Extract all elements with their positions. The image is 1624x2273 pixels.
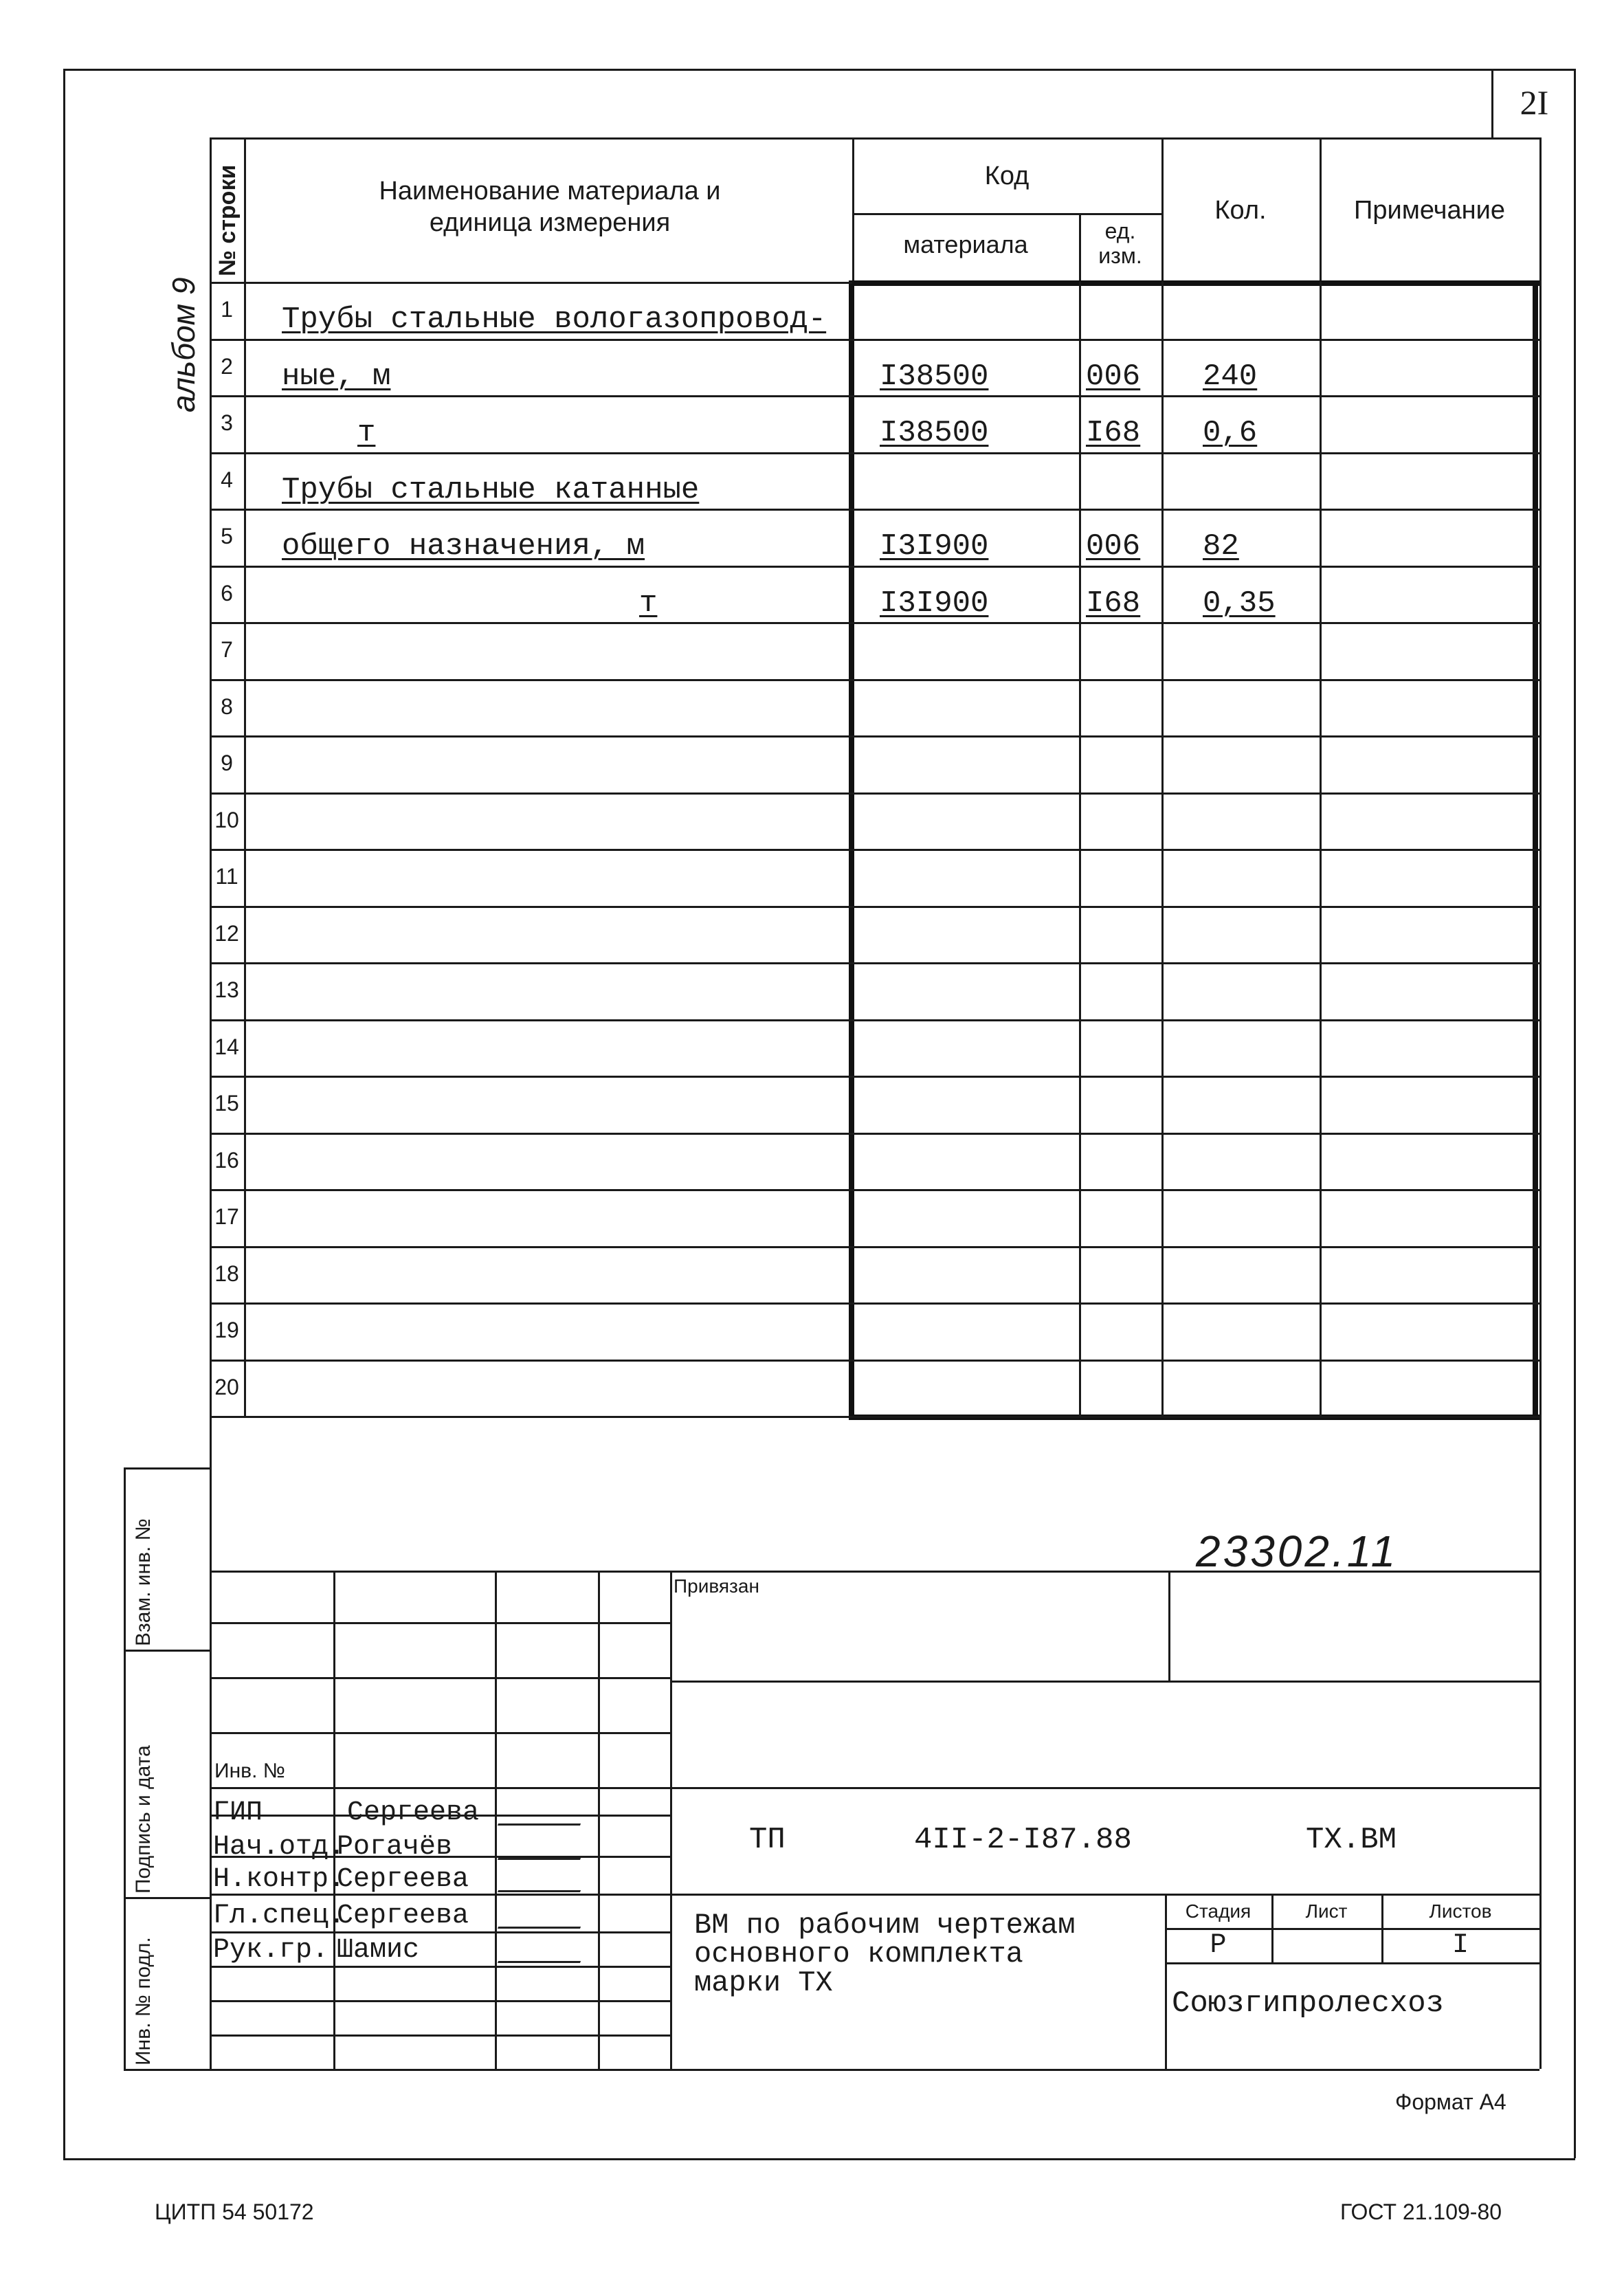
signer-role: Н.контр.: [213, 1864, 346, 1895]
row-line: [210, 849, 1539, 851]
row-line: [210, 1076, 1539, 1078]
page-number-box: [1491, 69, 1493, 137]
row-unit: I68: [1086, 416, 1141, 450]
row-number: 4: [221, 467, 233, 492]
signer-name: Шамис: [337, 1935, 420, 1966]
signer-role: Гл.спец.: [213, 1900, 346, 1931]
row-qty: 82: [1203, 529, 1239, 564]
row-line: [210, 566, 1539, 568]
row-unit: 006: [1086, 529, 1141, 564]
side-podpis-label: Подпись и дата: [132, 1745, 155, 1894]
row-number: 8: [221, 694, 233, 719]
privyazan-divider: [1168, 1571, 1170, 1681]
row-number: 16: [214, 1147, 239, 1173]
header-note: Примечание: [1354, 196, 1505, 225]
stamp-left-col-2: [495, 1571, 497, 2069]
row-number: 20: [214, 1374, 239, 1399]
row-name: Трубы стальные вологазопровод-: [282, 302, 827, 337]
doc-title-line2: основного комплекта: [694, 1938, 1023, 1971]
row-number: 1: [221, 297, 233, 322]
signer-name: Сергеева: [337, 1864, 469, 1895]
row-line: [210, 906, 1539, 908]
side-strip-top: [124, 1467, 210, 1470]
signature-mark: [498, 1803, 588, 1826]
row-line: [210, 1133, 1539, 1135]
outer-frame-left: [63, 69, 65, 2158]
row-qty: 0,6: [1203, 416, 1258, 450]
tp-top-line: [670, 1787, 1539, 1789]
row-qty: 0,35: [1203, 586, 1276, 621]
side-handwritten-note: альбом 9: [166, 277, 201, 412]
inv-no-label: Инв. №: [214, 1760, 285, 1782]
stamp-mid-divider: [670, 1571, 672, 2069]
doc-mark: ТХ.ВМ: [1306, 1823, 1397, 1857]
header-name: [247, 175, 852, 239]
row-unit: 006: [1086, 359, 1141, 394]
outer-frame-bottom: [63, 2158, 1575, 2160]
row-material: I3I900: [880, 529, 989, 564]
page-number: 2I: [1520, 83, 1549, 122]
header-name-line1: Наименование материала и: [379, 177, 721, 206]
row-line: [210, 1019, 1539, 1021]
outer-frame-top: [63, 69, 1575, 71]
table-thick-top: [849, 280, 1539, 286]
stage-values-line: [1165, 1962, 1539, 1964]
sheets-value: I: [1451, 1930, 1469, 1961]
doc-title-line3: марки ТХ: [694, 1966, 833, 1999]
side-strip-left: [124, 1467, 126, 2069]
stamp-row-line: [210, 1732, 670, 1734]
col-rownum-divider: [244, 137, 246, 1416]
row-name: Трубы стальные катанные: [282, 472, 700, 507]
row-line: [210, 1302, 1539, 1305]
signature-mark: [498, 1906, 588, 1929]
row-material: I3I900: [880, 586, 989, 621]
side-strip-div-2: [124, 1897, 210, 1899]
row-line: [210, 452, 1539, 454]
row-number: 17: [214, 1204, 239, 1229]
row-material: I38500: [880, 359, 989, 394]
sheet-label: Лист: [1305, 1900, 1348, 1922]
signer-role: Нач.отд.: [213, 1832, 346, 1863]
signer-role: ГИП: [213, 1797, 263, 1828]
signature-mark: [498, 1837, 588, 1860]
stamp-row-line: [210, 2034, 670, 2037]
privyazan-label: Привязан: [674, 1575, 759, 1597]
row-line: [210, 509, 1539, 511]
row-name: ные, м: [282, 359, 391, 394]
row-number: 11: [215, 864, 238, 889]
header-row-no: № строки: [214, 164, 241, 276]
row-number: 15: [214, 1091, 239, 1116]
header-material: материала: [903, 230, 1028, 258]
row-qty: 240: [1203, 359, 1258, 394]
row-number: 7: [221, 637, 233, 662]
signer-name: Сергеева: [337, 1900, 469, 1931]
stamp-left-col-1: [333, 1571, 335, 2069]
row-line: [210, 1416, 1539, 1418]
doc-code-handwritten: 23302.11: [1196, 1527, 1399, 1576]
stamp-row-line: [210, 1677, 670, 1679]
outer-frame-right: [1574, 69, 1576, 2158]
code-subheader-line: [852, 213, 1161, 215]
row-number: 12: [214, 920, 239, 946]
sheets-label: Листов: [1429, 1900, 1492, 1922]
row-line: [210, 735, 1539, 738]
stage-label: Стадия: [1185, 1900, 1252, 1922]
stamp-bottom-line: [124, 2069, 1539, 2071]
row-line: [210, 679, 1539, 681]
organization: Союзгипролесхоз: [1172, 1986, 1445, 2021]
row-line: [210, 792, 1539, 795]
inner-frame-top: [210, 137, 1539, 140]
signer-name: Рогачёв: [337, 1832, 453, 1863]
row-number: 18: [214, 1261, 239, 1286]
row-material: I38500: [880, 416, 989, 450]
row-name: т: [639, 586, 658, 621]
side-vzam-label: Взам. инв. №: [132, 1518, 155, 1646]
inner-frame-right: [1539, 137, 1542, 2069]
side-strip-div-1: [124, 1650, 210, 1652]
doc-title-line1: ВМ по рабочим чертежам: [694, 1909, 1076, 1942]
row-number: 13: [214, 977, 239, 1002]
row-number: 9: [221, 751, 233, 775]
stamp-top-line: [210, 1571, 1539, 1573]
title-top-line: [670, 1894, 1539, 1896]
row-line: [210, 339, 1539, 341]
doc-title: [694, 1911, 1076, 1997]
header-unit-b: изм.: [1098, 243, 1142, 268]
header-unit-a: ед.: [1104, 219, 1136, 243]
project-number: 4II-2-I87.88: [914, 1823, 1132, 1857]
privyazan-bottom: [670, 1681, 1539, 1683]
header-qty: Кол.: [1214, 196, 1267, 225]
row-unit: I68: [1086, 586, 1141, 621]
signature-mark: [498, 1870, 588, 1892]
signer-role: Рук.гр.: [213, 1935, 329, 1966]
stamp-row-line: [210, 2000, 670, 2002]
row-line: [210, 1189, 1539, 1191]
header-name-line2: единица измерения: [429, 208, 671, 237]
signature-mark: [498, 1940, 588, 1963]
stamp-row-line: [210, 1787, 670, 1789]
footer-right: ГОСТ 21.109-80: [1340, 2199, 1502, 2224]
col-name-divider: [852, 137, 854, 282]
row-line: [210, 395, 1539, 397]
stamp-row-line: [210, 1622, 670, 1624]
row-number: 5: [221, 524, 233, 548]
footer-left: ЦИТП 54 50172: [155, 2199, 314, 2224]
row-number: 10: [214, 807, 239, 832]
side-inv-podl-label: Инв. № подл.: [132, 1937, 155, 2065]
row-number: 3: [221, 410, 233, 435]
row-line: [210, 622, 1539, 624]
row-name: общего назначения, м: [282, 529, 645, 564]
row-line: [210, 1246, 1539, 1248]
header-bottom-line: [210, 282, 852, 284]
signer-name: Сергеева: [347, 1797, 480, 1828]
stage-value: Р: [1210, 1930, 1227, 1961]
stamp-row-line: [210, 1966, 670, 1968]
format-label: Формат А4: [1395, 2089, 1506, 2114]
tp-label: ТП: [749, 1823, 786, 1857]
header-code: Код: [984, 162, 1030, 190]
row-number: 14: [214, 1034, 239, 1059]
row-line: [210, 962, 1539, 964]
stamp-left-col-3: [598, 1571, 600, 2069]
row-number: 19: [214, 1318, 239, 1342]
row-line: [210, 1360, 1539, 1362]
row-name: т: [357, 416, 376, 450]
header-unit: [1079, 219, 1161, 268]
row-number: 6: [221, 580, 233, 606]
stamp-row-line: [210, 1931, 670, 1933]
row-number: 2: [221, 353, 233, 379]
